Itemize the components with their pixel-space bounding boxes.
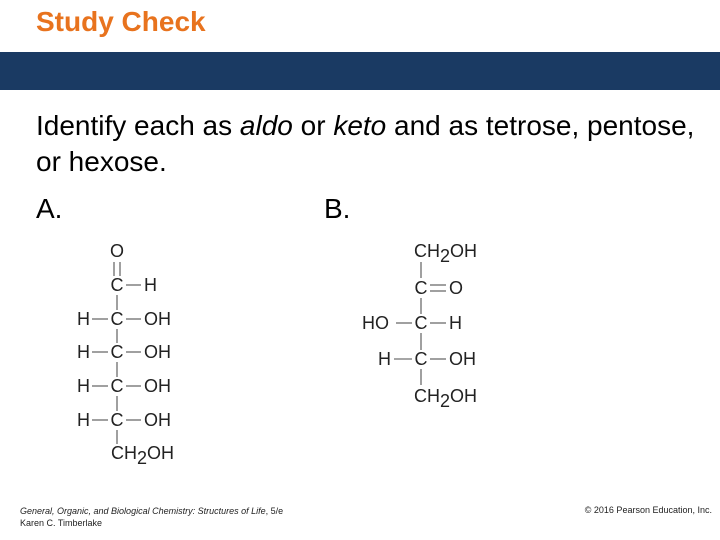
footer-edition: , 5/e (265, 506, 284, 516)
b-c1-sub: 2 (440, 246, 451, 266)
b-c2-o: O (449, 278, 464, 298)
structure-a (77, 241, 174, 468)
a-c6-oh: OH (147, 443, 175, 463)
a-c2-oh: OH (144, 309, 171, 329)
footer-book-line (20, 505, 283, 517)
a-c4-oh: OH (144, 376, 171, 396)
a-c6-sub: 2 (137, 448, 148, 468)
a-c2: C (110, 309, 124, 329)
a-c5-h: H (77, 410, 90, 430)
b-c4-h: H (378, 349, 391, 369)
question-part-1: Identify each as (36, 110, 240, 141)
b-c1-oh: OH (450, 241, 478, 261)
b-c5-ch2oh (414, 386, 477, 411)
b-c4-oh: OH (449, 349, 476, 369)
a-c6-ch: CH (111, 443, 137, 463)
question-aldo: aldo (239, 110, 293, 141)
b-c5-oh: OH (450, 386, 478, 406)
a-c3-oh: OH (144, 342, 171, 362)
a-c2-h: H (77, 309, 90, 329)
a-c1-h: H (144, 275, 157, 295)
b-c3-ho: HO (362, 313, 389, 333)
slide-title: Study Check (36, 6, 206, 37)
question-part-2: or (292, 110, 334, 141)
footer-copyright: © 2016 Pearson Education, Inc. (584, 505, 712, 515)
footer-author: Karen C. Timberlake (20, 518, 103, 528)
a-c1: C (110, 275, 124, 295)
b-c5-ch: CH (414, 386, 440, 406)
a-c6-ch2oh (111, 443, 174, 468)
b-c4: C (414, 349, 428, 369)
footer-citation (20, 505, 283, 529)
b-c1-ch2oh (414, 241, 477, 266)
a-c3: C (110, 342, 124, 362)
b-c1-ch: CH (414, 241, 440, 261)
footer-book-title: General, Organic, and Biological Chemistry: Structures of Life (20, 506, 266, 516)
b-c3-h: H (449, 313, 462, 333)
structure-b-label: B. (324, 193, 351, 224)
structure-b (362, 241, 477, 411)
b-c5-sub: 2 (440, 391, 451, 411)
b-c3: C (414, 313, 428, 333)
a-c3-h: H (77, 342, 90, 362)
a-c5: C (110, 410, 124, 430)
a-c4: C (110, 376, 124, 396)
question-part-3: and as tetrose, pentose, or hexose. (36, 110, 695, 177)
b-c2: C (414, 278, 428, 298)
question-keto: keto (333, 110, 387, 141)
a-carbonyl-oxygen: O (109, 241, 125, 261)
a-c5-oh: OH (144, 410, 171, 430)
a-c4-h: H (77, 376, 90, 396)
structure-a-label: A. (36, 193, 63, 224)
